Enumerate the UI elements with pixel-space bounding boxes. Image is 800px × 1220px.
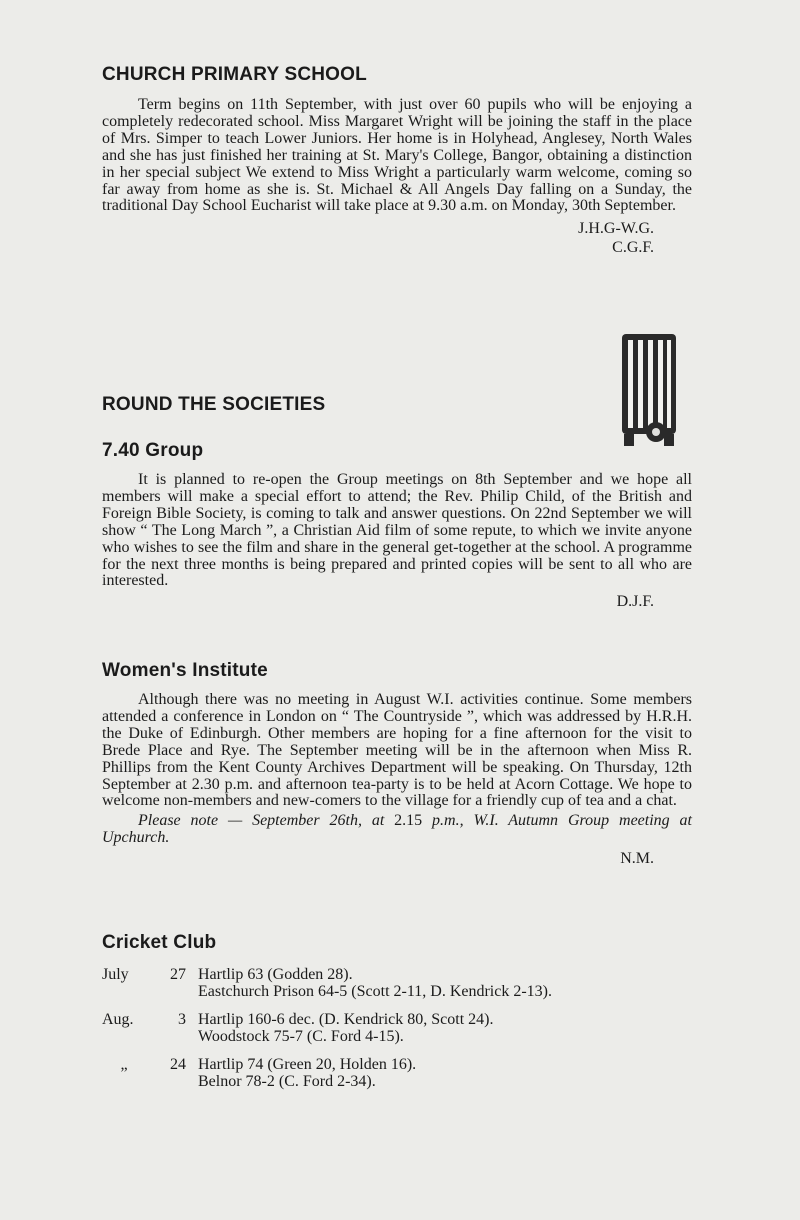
section-womens-institute bbox=[102, 660, 692, 868]
result-line: Hartlip 74 (Green 20, Holden 16). bbox=[198, 1056, 417, 1073]
section-body: It is planned to re-open the Group meetings on 8th September and we hope all members will make a special effort to attend; the Rev. Philip Child, of the British and Foreign Bible Society, is coming to talk and answer questions. On 22nd September we will show “ The Long March ”, a Christian Aid film of some repute, to which we invite anyone who wishes to see the film and share in the general get-together at the school. A programme for the next three months is being prepared and printed copies will be sent to all who are interested. bbox=[102, 471, 692, 590]
signature: J.H.G-W.G. bbox=[578, 220, 654, 238]
section-cricket-club bbox=[102, 932, 692, 1090]
result-lines bbox=[198, 1011, 552, 1045]
note-time: 2.15 bbox=[394, 812, 423, 830]
signature: C.G.F. bbox=[612, 239, 654, 257]
result-day: 3 bbox=[178, 1011, 186, 1028]
section-round-the-societies bbox=[102, 394, 692, 416]
result-month: „ bbox=[120, 1056, 128, 1073]
result-day: 27 bbox=[170, 966, 186, 983]
result-line: Belnor 78-2 (C. Ford 2-34). bbox=[198, 1073, 376, 1090]
result-line: Hartlip 160-6 dec. (D. Kendrick 80, Scott 24). bbox=[198, 1011, 494, 1028]
table-row bbox=[102, 966, 552, 1000]
note-suffix: p.m., W.I. Autumn Group meeting at Upchurch. bbox=[102, 812, 692, 847]
section-heading: Cricket Club bbox=[102, 932, 217, 953]
section-body: Term begins on 11th September, with just over 60 pupils who will be enjoying a completely redecorated school. Miss Margaret Wright will be joining the staff in the place of Mrs. Simper to teach Lower Juniors. Her home is in Holyhead, Anglesey, North Wales and she has just finished her training at St. Mary's College, Bangor, obtaining a distinction in her special subject We extend to Miss Wright a particularly warm welcome, coming so far away from home as she is. St. Michael & All Angels Day falling on a Sunday, the traditional Day School Eucharist will take place at 9.30 a.m. on Monday, 30th September. bbox=[102, 96, 692, 215]
results-table bbox=[102, 966, 552, 1090]
table-row bbox=[102, 1056, 552, 1090]
result-lines bbox=[198, 1056, 552, 1090]
section-church-primary-school bbox=[102, 64, 692, 257]
table-row bbox=[102, 1011, 552, 1045]
result-line: Hartlip 63 (Godden 28). bbox=[198, 966, 353, 983]
section-body: Although there was no meeting in August W.I. activities continue. Some members attended a conference in London on “ The Countryside ”, which was addressed by H.R.H. the Duke of Edinburgh. Other members are hoping for a fine afternoon for the visit to Brede Place and Rye. The September meeting will be in the afternoon when Miss R. Phillips from the Kent County Archives Department will be speaking. On Thursday, 12th September at 2.30 p.m. and afternoon tea-party is to be held at Acorn Cottage. We hope to welcome non-members and new-comers to the village for a friendly cup of tea and a chat. bbox=[102, 691, 692, 810]
radiator-icon bbox=[620, 330, 678, 450]
section-heading: CHURCH PRIMARY SCHOOL bbox=[102, 64, 367, 85]
section-heading: 7.40 Group bbox=[102, 440, 204, 461]
result-lines bbox=[198, 966, 552, 1000]
section-heading: ROUND THE SOCIETIES bbox=[102, 394, 326, 415]
result-line: Woodstock 75-7 (C. Ford 4-15). bbox=[198, 1028, 404, 1045]
section-heading: Women's Institute bbox=[102, 660, 268, 681]
result-day: 24 bbox=[170, 1056, 186, 1073]
signature: D.J.F. bbox=[616, 593, 654, 611]
note-prefix: Please note — September 26th, at bbox=[138, 812, 395, 830]
result-month: July bbox=[102, 966, 129, 983]
result-line: Eastchurch Prison 64-5 (Scott 2-11, D. Kendrick 2-13). bbox=[198, 983, 552, 1000]
meeting-note bbox=[102, 813, 692, 847]
signature: N.M. bbox=[620, 850, 654, 868]
result-month: Aug. bbox=[102, 1011, 134, 1028]
section-740-group bbox=[102, 440, 692, 611]
